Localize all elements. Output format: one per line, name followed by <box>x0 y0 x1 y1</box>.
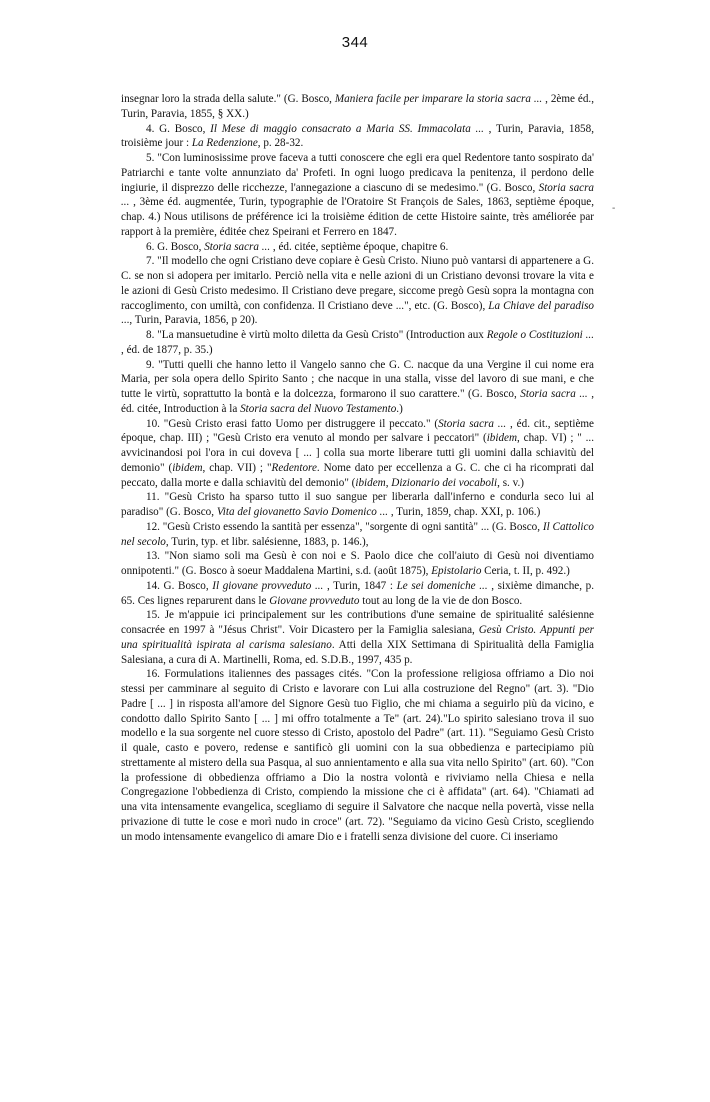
footnote: 10. "Gesù Cristo erasi fatto Uomo per distruggere il peccato." (Storia sacra ... , éd. cit., septième époque, chap. III) ; "Gesù Cristo era venuto al mondo per salvare i peccatori" (ibidem, chap. VI) ; " ... avvicinandosi poi l'ora in cui doveva [ ... ] colla sua morte liberare tutti gli uomini dalla schiavitù del demonio" (ibidem, chap. VII) ; "Redentore. Nome dato per eccellenza a G. C. che ci ha ricomprati dal peccato, dalla morte e dalla schiavitù del demonio" (ibidem, Dizionario dei vocaboli, s. v.) <box>121 417 595 489</box>
footnote: 15. Je m'appuie ici principalement sur les contributions d'une semaine de spiritualité salésienne consacrée en 1997 à "Jésus Christ". Voir Dicastero per la Famiglia salesiana, Gesù Cristo. Appunti per una spiritualità ispirata al carisma salesiano. Atti della XIX Settimana di Spiritualità della Famiglia Salesiana, a cura di A. Martinelli, Roma, ed. S.D.B., 1997, 435 p. <box>121 609 594 666</box>
footnote: 11. "Gesù Cristo ha sparso tutto il suo sangue per liberarla dall'inferno e condurla seco lui al paradiso" (G. Bosco, Vita del giovanetto Savio Domenico ... , Turin, 1859, chap. XXI, p. 106.) <box>121 491 594 518</box>
footnote: 7. "Il modello che ogni Cristiano deve copiare è Gesù Cristo. Niuno può vantarsi di appartenere a G. C. se non si adopera per imitarlo. Perciò nella vita e nelle azioni di un Cristiano devonsi trovare la vita e le azioni di Gesù Cristo medesimo. Il Cristiano deve pregare, siccome pregò Gesù sopra la montagna con raccoglimento, con umiltà, con confidenza. Il Cristiano deve ...", etc. (G. Bosco), La Chiave del paradiso ..., Turin, Paravia, 1856, p 20). <box>121 255 594 327</box>
footnote: 8. "La mansuetudine è virtù molto diletta da Gesù Cristo" (Introduction aux Regole o Costituzioni ... , éd. de 1877, p. 35.) <box>121 329 594 356</box>
footnote: 16. Formulations italiennes des passages cités. "Con la professione religiosa offriamo a Dio noi stessi per camminare al seguito di Cristo e lavorare con Lui alla costruzione del Regno" (art. 3). "Dio Padre [ ... ] in risposta all'amore del Signore Gesù tuo Figlio, che mi chiama a seguirlo più da vicino, e condotto dallo Spirito Santo [ ... ] mi offro totalmente a Te" (art. 24)."Lo spirito salesiano trova il suo modello e la sua sorgente nel cuore stesso di Cristo, apostolo del Padre" (art. 11). "Seguiamo Gesù Cristo il quale, casto e povero, redense e santificò gli uomini con la sua obbedienza e partecipiamo più strettamente al mistero della sua Pasqua, al suo annientamento e alla sua vita nello Spirito" (art. 60). "Con la professione di obbedienza offriamo a Dio la nostra volontà e riviviamo nella Chiesa e nella Congregazione l'obbedienza di Cristo, compiendo la missione che ci è affidata" (art. 64). "Chiamati ad una vita intensamente evangelica, scegliamo di seguire il Salvatore che nacque nella povertà, visse nella privazione di tutte le cose e morì nudo in croce" (art. 72). "Seguiamo da vicino Gesù Cristo, scegliendo un modo intensamente evangelico di amare Dio e i fratelli senza divisione del cuore. Ci inseriamo <box>121 668 594 843</box>
footnote: 14. G. Bosco, Il giovane provveduto ... , Turin, 1847 : Le sei domeniche ... , sixième dimanche, p. 65. Ces lignes reparurent dans le Giovane provveduto tout au long de la vie de don Bosco. <box>121 579 595 607</box>
footnote: 13. "Non siamo soli ma Gesù è con noi e S. Paolo dice che coll'aiuto di Gesù noi diventiamo onnipotenti." (G. Bosco à soeur Maddalena Martini, s.d. (août 1875), Epistolario Ceria, t. II, p. 492.) <box>121 550 594 577</box>
footnote: 6. G. Bosco, Storia sacra ... , éd. citée, septième époque, chapitre 6. <box>146 240 449 253</box>
footnotes-body <box>121 92 594 844</box>
footnote: 9. "Tutti quelli che hanno letto il Vangelo sanno che G. C. nacque da una Vergine il cui nome era Maria, per sola opera dello Spirito Santo ; che nacque in una stalla, visse del lavoro di sue mani, e che tutte le virtù, soprattutto la bontà e la dolcezza, formarono il suo carattere." (G. Bosco, Storia sacra ... , éd. citée, Introduction à la Storia sacra del Nuovo Testamento.) <box>121 358 594 415</box>
footnote: 12. "Gesù Cristo essendo la santità per essenza", "sorgente di ogni santità" ... (G. Bosco, Il Cattolico nel secolo, Turin, typ. et libr. salésienne, 1883, p. 146.), <box>121 520 595 548</box>
footnote: 4. G. Bosco, Il Mese di maggio consacrato a Maria SS. Immacolata ... , Turin, Paravia, 1858, troisième jour : La Redenzione, p. 28-32. <box>121 122 594 150</box>
footnote-continuation: insegnar loro la strada della salute." (G. Bosco, Maniera facile per imparare la storia sacra ... , 2ème éd., Turin, Paravia, 1855, § XX.) <box>121 93 594 120</box>
footnote: 5. "Con luminosissime prove faceva a tutti conoscere che egli era quel Redentore tanto sospirato da' Patriarchi e tante volte annunziato da' Profeti. In ogni luogo predicava la penitenza, il perdono delle ingiurie, il disprezzo delle ricchezze, l'annegazione a ciascuno di se medesimo." (G. Bosco, Storia sacra ... , 3ème éd. augmentée, Turin, typographie de l'Oratoire St François de Sales, 1863, septième époque, chap. 4.) Nous utilisons de préférence ici la troisième édition de cette Histoire sainte, très améliorée par rapport à la première, éditée chez Speirani et Ferrero en 1847. <box>121 152 594 238</box>
footnote-list <box>121 122 594 845</box>
page-number: 344 <box>341 34 369 51</box>
margin-mark: - <box>612 203 616 214</box>
